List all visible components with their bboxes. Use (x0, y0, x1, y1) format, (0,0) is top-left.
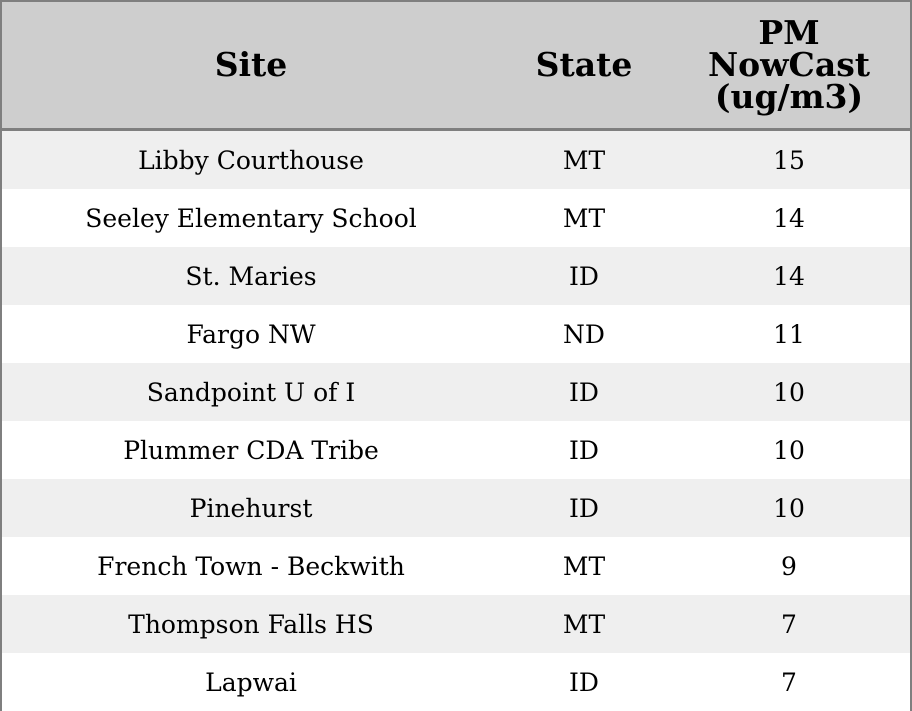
table-row (2, 595, 910, 653)
header-pm-line-2: NowCast (707, 45, 871, 84)
cell-state: MT (500, 130, 668, 190)
cell-state: MT (500, 189, 668, 247)
header-pm-nowcast (668, 2, 910, 130)
cell-pm-nowcast: 10 (668, 479, 910, 537)
cell-state: ID (500, 247, 668, 305)
cell-site: Thompson Falls HS (2, 595, 500, 653)
cell-site: St. Maries (2, 247, 500, 305)
cell-state: ID (500, 363, 668, 421)
cell-pm-nowcast: 15 (668, 130, 910, 190)
table-row (2, 537, 910, 595)
cell-site: Sandpoint U of I (2, 363, 500, 421)
cell-pm-nowcast: 7 (668, 595, 910, 653)
cell-state: MT (500, 537, 668, 595)
header-row (2, 2, 910, 130)
header-state (500, 2, 668, 130)
cell-site: Libby Courthouse (2, 130, 500, 190)
cell-site: Pinehurst (2, 479, 500, 537)
table-row (2, 363, 910, 421)
cell-site: French Town - Beckwith (2, 537, 500, 595)
table-row (2, 189, 910, 247)
cell-state: MT (500, 595, 668, 653)
cell-state: ID (500, 479, 668, 537)
table-header (2, 2, 910, 130)
cell-site: Fargo NW (2, 305, 500, 363)
table-body (2, 130, 910, 711)
table-row (2, 653, 910, 711)
table-row (2, 247, 910, 305)
cell-pm-nowcast: 10 (668, 363, 910, 421)
cell-pm-nowcast: 7 (668, 653, 910, 711)
cell-state: ND (500, 305, 668, 363)
header-state-label: State (535, 45, 633, 84)
cell-state: ID (500, 421, 668, 479)
table-row (2, 305, 910, 363)
cell-site: Lapwai (2, 653, 500, 711)
cell-pm-nowcast: 10 (668, 421, 910, 479)
cell-pm-nowcast: 14 (668, 189, 910, 247)
cell-pm-nowcast: 11 (668, 305, 910, 363)
table-row (2, 479, 910, 537)
cell-site: Plummer CDA Tribe (2, 421, 500, 479)
header-site-label: Site (214, 45, 288, 84)
header-pm-line-3: (ug/m3) (714, 77, 864, 116)
header-pm-line-1: PM (758, 13, 820, 52)
air-quality-table (2, 2, 910, 711)
cell-site: Seeley Elementary School (2, 189, 500, 247)
cell-state: ID (500, 653, 668, 711)
table-row (2, 421, 910, 479)
table-row (2, 130, 910, 190)
cell-pm-nowcast: 14 (668, 247, 910, 305)
cell-pm-nowcast: 9 (668, 537, 910, 595)
header-site (2, 2, 500, 130)
